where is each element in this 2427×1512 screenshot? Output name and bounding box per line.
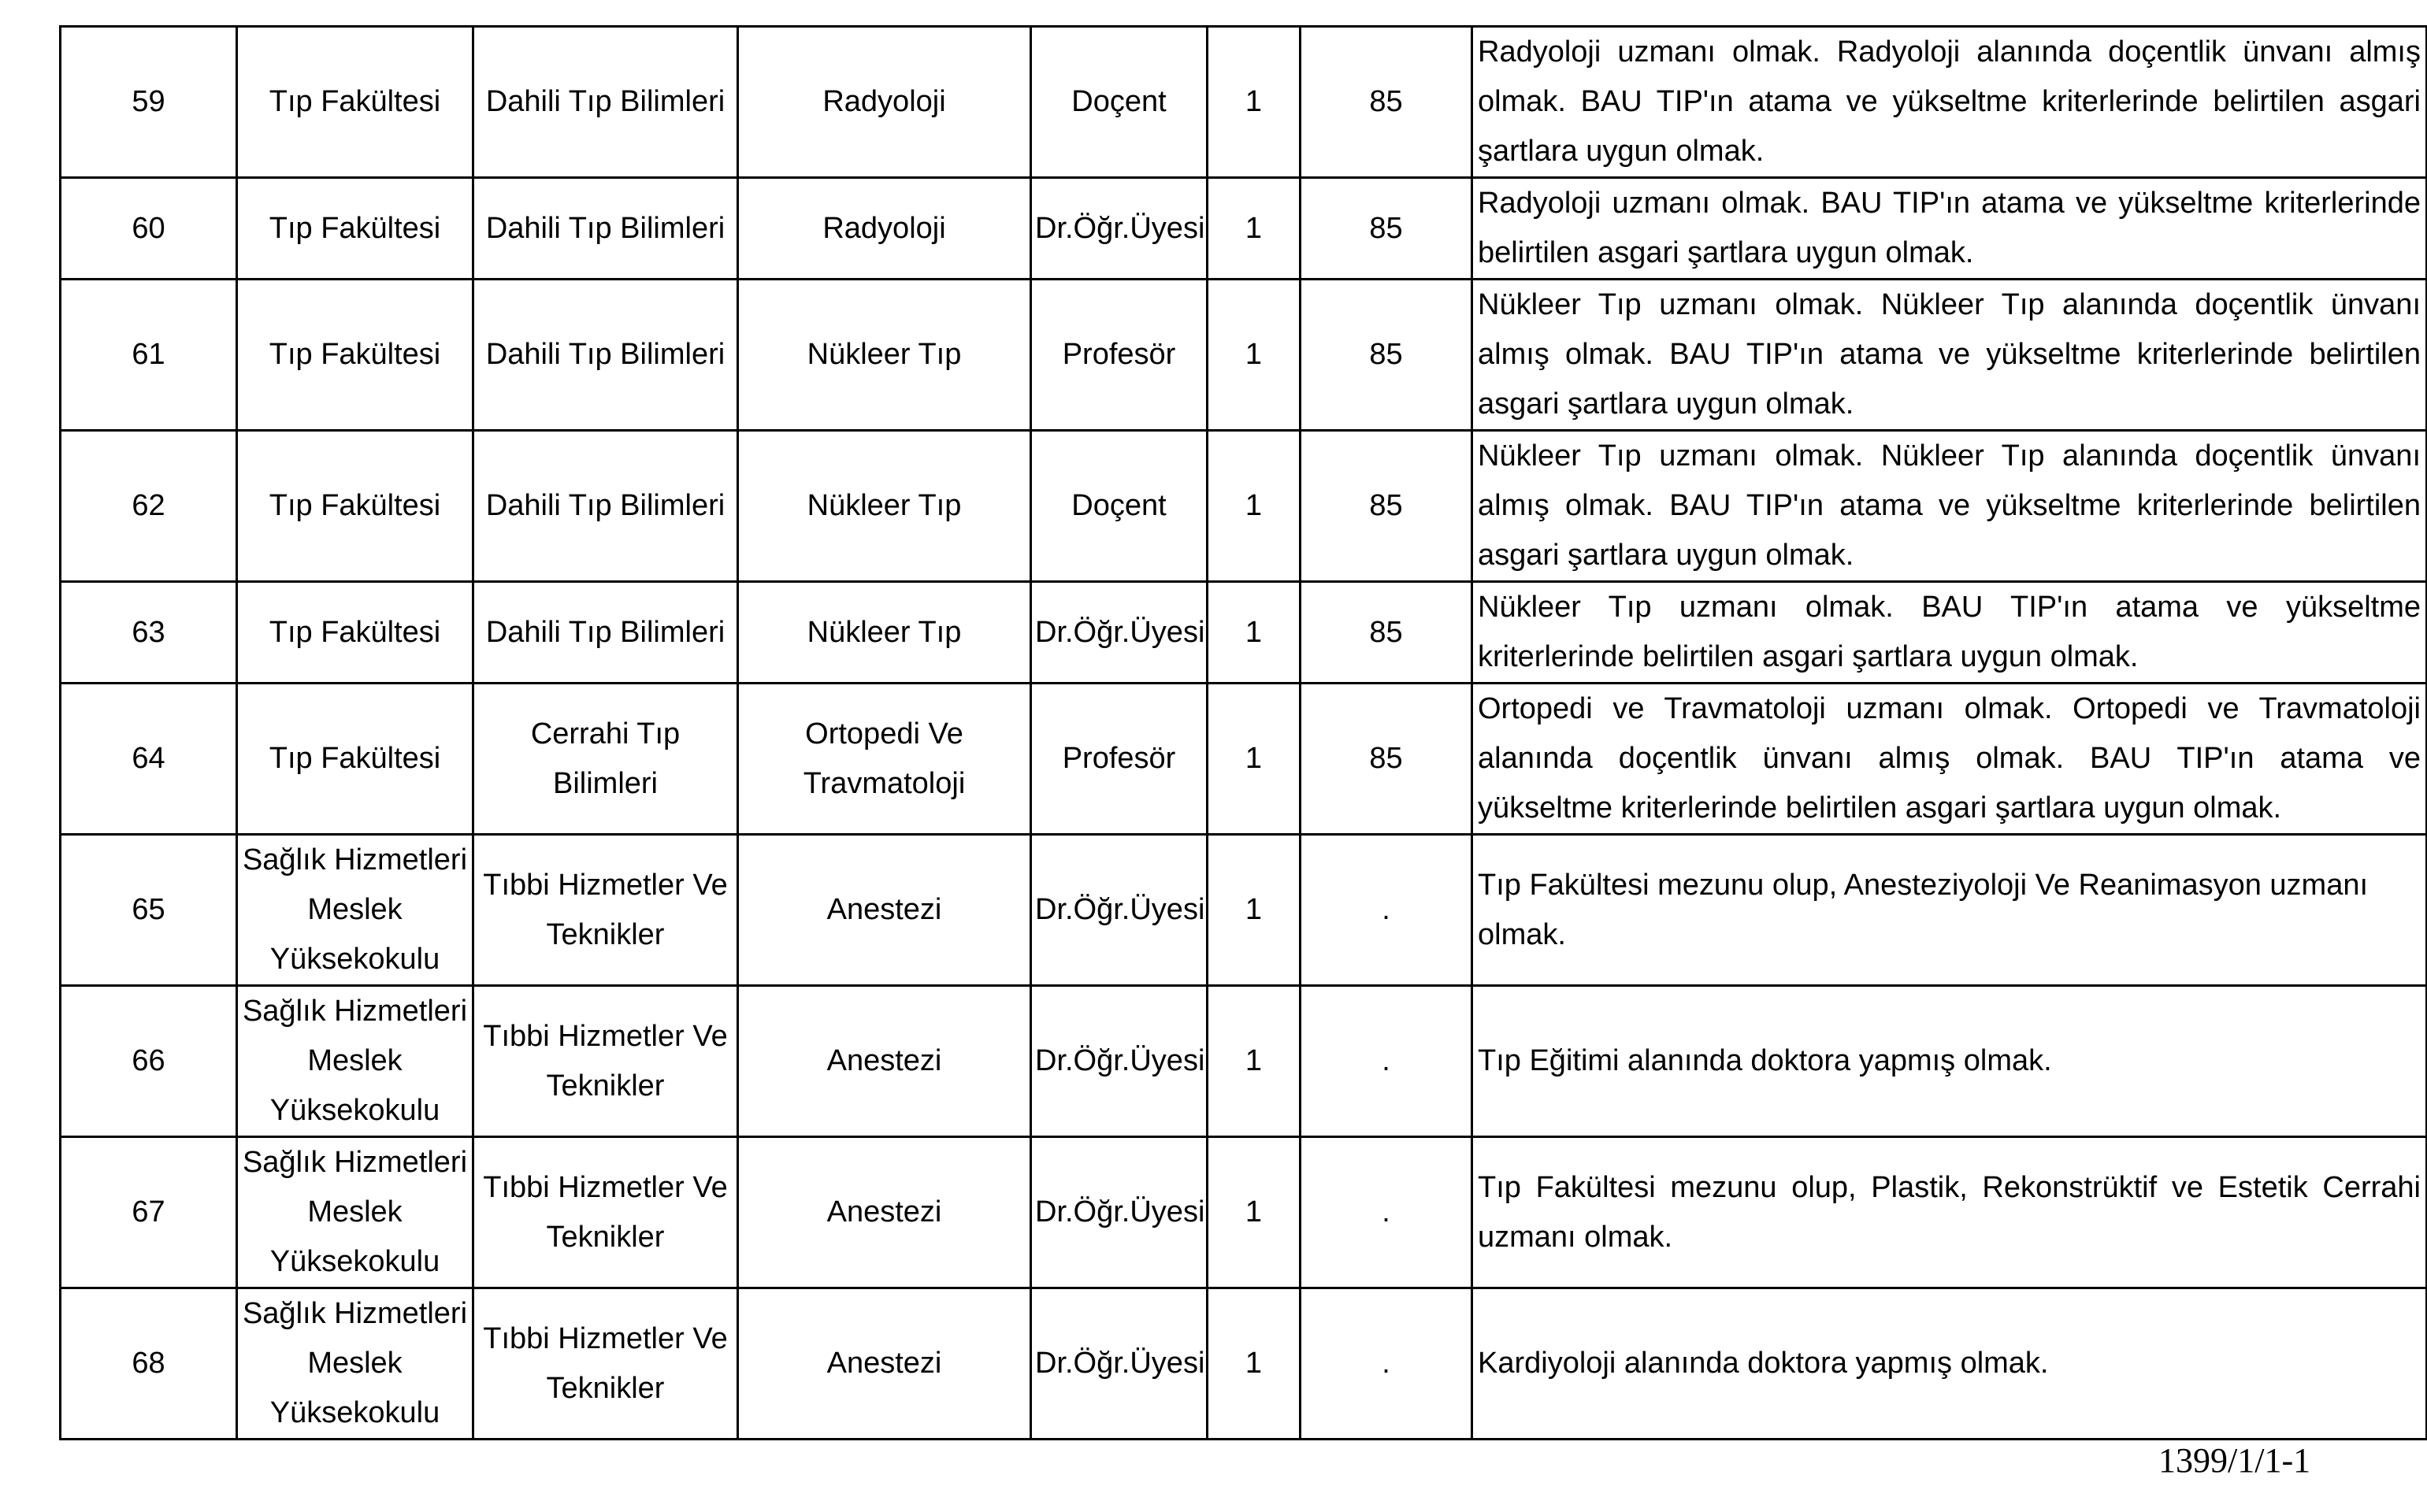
score-cell: 85 [1301,582,1472,684]
program-cell: Nükleer Tıp [738,431,1031,582]
score-cell: 85 [1301,431,1472,582]
department-cell: Cerrahi Tıp Bilimleri [473,684,738,835]
row-number: 60 [61,178,237,280]
count-cell: 1 [1208,431,1301,582]
department-cell: Tıbbi Hizmetler Ve Teknikler [473,986,738,1137]
table-row [61,582,2427,684]
table-row [61,431,2427,582]
count-cell: 1 [1208,27,1301,178]
row-number: 62 [61,431,237,582]
score-cell: . [1301,1137,1472,1288]
requirement-cell: Tıp Fakültesi mezunu olup, Plastik, Rekonstrüktif ve Estetik Cerrahi uzmanı olmak. [1472,1137,2427,1288]
program-cell: Ortopedi Ve Travmatoloji [738,684,1031,835]
program-cell: Anestezi [738,1288,1031,1440]
table-row [61,835,2427,986]
title-cell: Dr.Öğr.Üyesi [1031,986,1208,1137]
faculty-cell: Tıp Fakültesi [237,280,473,431]
row-number: 68 [61,1288,237,1440]
score-cell: 85 [1301,178,1472,280]
department-cell: Dahili Tıp Bilimleri [473,582,738,684]
program-cell: Nükleer Tıp [738,280,1031,431]
title-cell: Dr.Öğr.Üyesi [1031,1288,1208,1440]
requirement-cell: Kardiyoloji alanında doktora yapmış olmak. [1472,1288,2427,1440]
count-cell: 1 [1208,1288,1301,1440]
department-cell: Dahili Tıp Bilimleri [473,280,738,431]
count-cell: 1 [1208,1137,1301,1288]
department-cell: Tıbbi Hizmetler Ve Teknikler [473,1288,738,1440]
title-cell: Doçent [1031,431,1208,582]
row-number: 65 [61,835,237,986]
requirement-cell: Ortopedi ve Travmatoloji uzmanı olmak. Ortopedi ve Travmatoloji alanında doçentlik ünvanı almış olmak. BAU TIP'ın atama ve yükseltme kriterlerinde belirtilen asgari şartlara uygun olmak. [1472,684,2427,835]
program-cell: Anestezi [738,835,1031,986]
count-cell: 1 [1208,684,1301,835]
requirement-cell: Nükleer Tıp uzmanı olmak. Nükleer Tıp alanında doçentlik ünvanı almış olmak. BAU TIP'ın atama ve yükseltme kriterlerinde belirtilen asgari şartlara uygun olmak. [1472,280,2427,431]
program-cell: Radyoloji [738,27,1031,178]
program-cell: Radyoloji [738,178,1031,280]
program-cell: Anestezi [738,986,1031,1137]
requirement-cell: Nükleer Tıp uzmanı olmak. BAU TIP'ın atama ve yükseltme kriterlerinde belirtilen asgari şartlara uygun olmak. [1472,582,2427,684]
title-cell: Dr.Öğr.Üyesi [1031,178,1208,280]
score-cell: . [1301,835,1472,986]
score-cell: 85 [1301,684,1472,835]
faculty-cell: Sağlık Hizmetleri Meslek Yüksekokulu [237,1137,473,1288]
count-cell: 1 [1208,582,1301,684]
row-number: 59 [61,27,237,178]
score-cell: 85 [1301,280,1472,431]
program-cell: Nükleer Tıp [738,582,1031,684]
department-cell: Dahili Tıp Bilimleri [473,431,738,582]
table-row [61,986,2427,1137]
count-cell: 1 [1208,280,1301,431]
department-cell: Tıbbi Hizmetler Ve Teknikler [473,1137,738,1288]
faculty-cell: Sağlık Hizmetleri Meslek Yüksekokulu [237,835,473,986]
row-number: 64 [61,684,237,835]
requirement-cell: Tıp Fakültesi mezunu olup, Anesteziyoloji Ve Reanimasyon uzmanı olmak. [1472,835,2427,986]
department-cell: Dahili Tıp Bilimleri [473,27,738,178]
count-cell: 1 [1208,178,1301,280]
title-cell: Profesör [1031,684,1208,835]
department-cell: Dahili Tıp Bilimleri [473,178,738,280]
score-cell: . [1301,986,1472,1137]
faculty-cell: Tıp Fakültesi [237,582,473,684]
requirement-cell: Radyoloji uzmanı olmak. BAU TIP'ın atama ve yükseltme kriterlerinde belirtilen asgari şartlara uygun olmak. [1472,178,2427,280]
score-cell: . [1301,1288,1472,1440]
table-row [61,1137,2427,1288]
title-cell: Doçent [1031,27,1208,178]
title-cell: Dr.Öğr.Üyesi [1031,582,1208,684]
faculty-cell: Tıp Fakültesi [237,684,473,835]
table-row [61,27,2427,178]
table-row [61,684,2427,835]
department-cell: Tıbbi Hizmetler Ve Teknikler [473,835,738,986]
faculty-cell: Tıp Fakültesi [237,178,473,280]
count-cell: 1 [1208,835,1301,986]
row-number: 63 [61,582,237,684]
faculty-cell: Sağlık Hizmetleri Meslek Yüksekokulu [237,986,473,1137]
row-number: 67 [61,1137,237,1288]
title-cell: Profesör [1031,280,1208,431]
faculty-cell: Tıp Fakültesi [237,431,473,582]
count-cell: 1 [1208,986,1301,1137]
row-number: 66 [61,986,237,1137]
title-cell: Dr.Öğr.Üyesi [1031,1137,1208,1288]
faculty-cell: Tıp Fakültesi [237,27,473,178]
document-reference: 1399/1/1-1 [2158,1441,2311,1480]
table-row [61,280,2427,431]
requirement-cell: Nükleer Tıp uzmanı olmak. Nükleer Tıp alanında doçentlik ünvanı almış olmak. BAU TIP'ın atama ve yükseltme kriterlerinde belirtilen asgari şartlara uygun olmak. [1472,431,2427,582]
program-cell: Anestezi [738,1137,1031,1288]
table-row [61,178,2427,280]
row-number: 61 [61,280,237,431]
score-cell: 85 [1301,27,1472,178]
positions-table [59,25,2427,1440]
table-row [61,1288,2427,1440]
requirement-cell: Tıp Eğitimi alanında doktora yapmış olmak. [1472,986,2427,1137]
title-cell: Dr.Öğr.Üyesi [1031,835,1208,986]
requirement-cell: Radyoloji uzmanı olmak. Radyoloji alanında doçentlik ünvanı almış olmak. BAU TIP'ın atama ve yükseltme kriterlerinde belirtilen asgari şartlara uygun olmak. [1472,27,2427,178]
faculty-cell: Sağlık Hizmetleri Meslek Yüksekokulu [237,1288,473,1440]
